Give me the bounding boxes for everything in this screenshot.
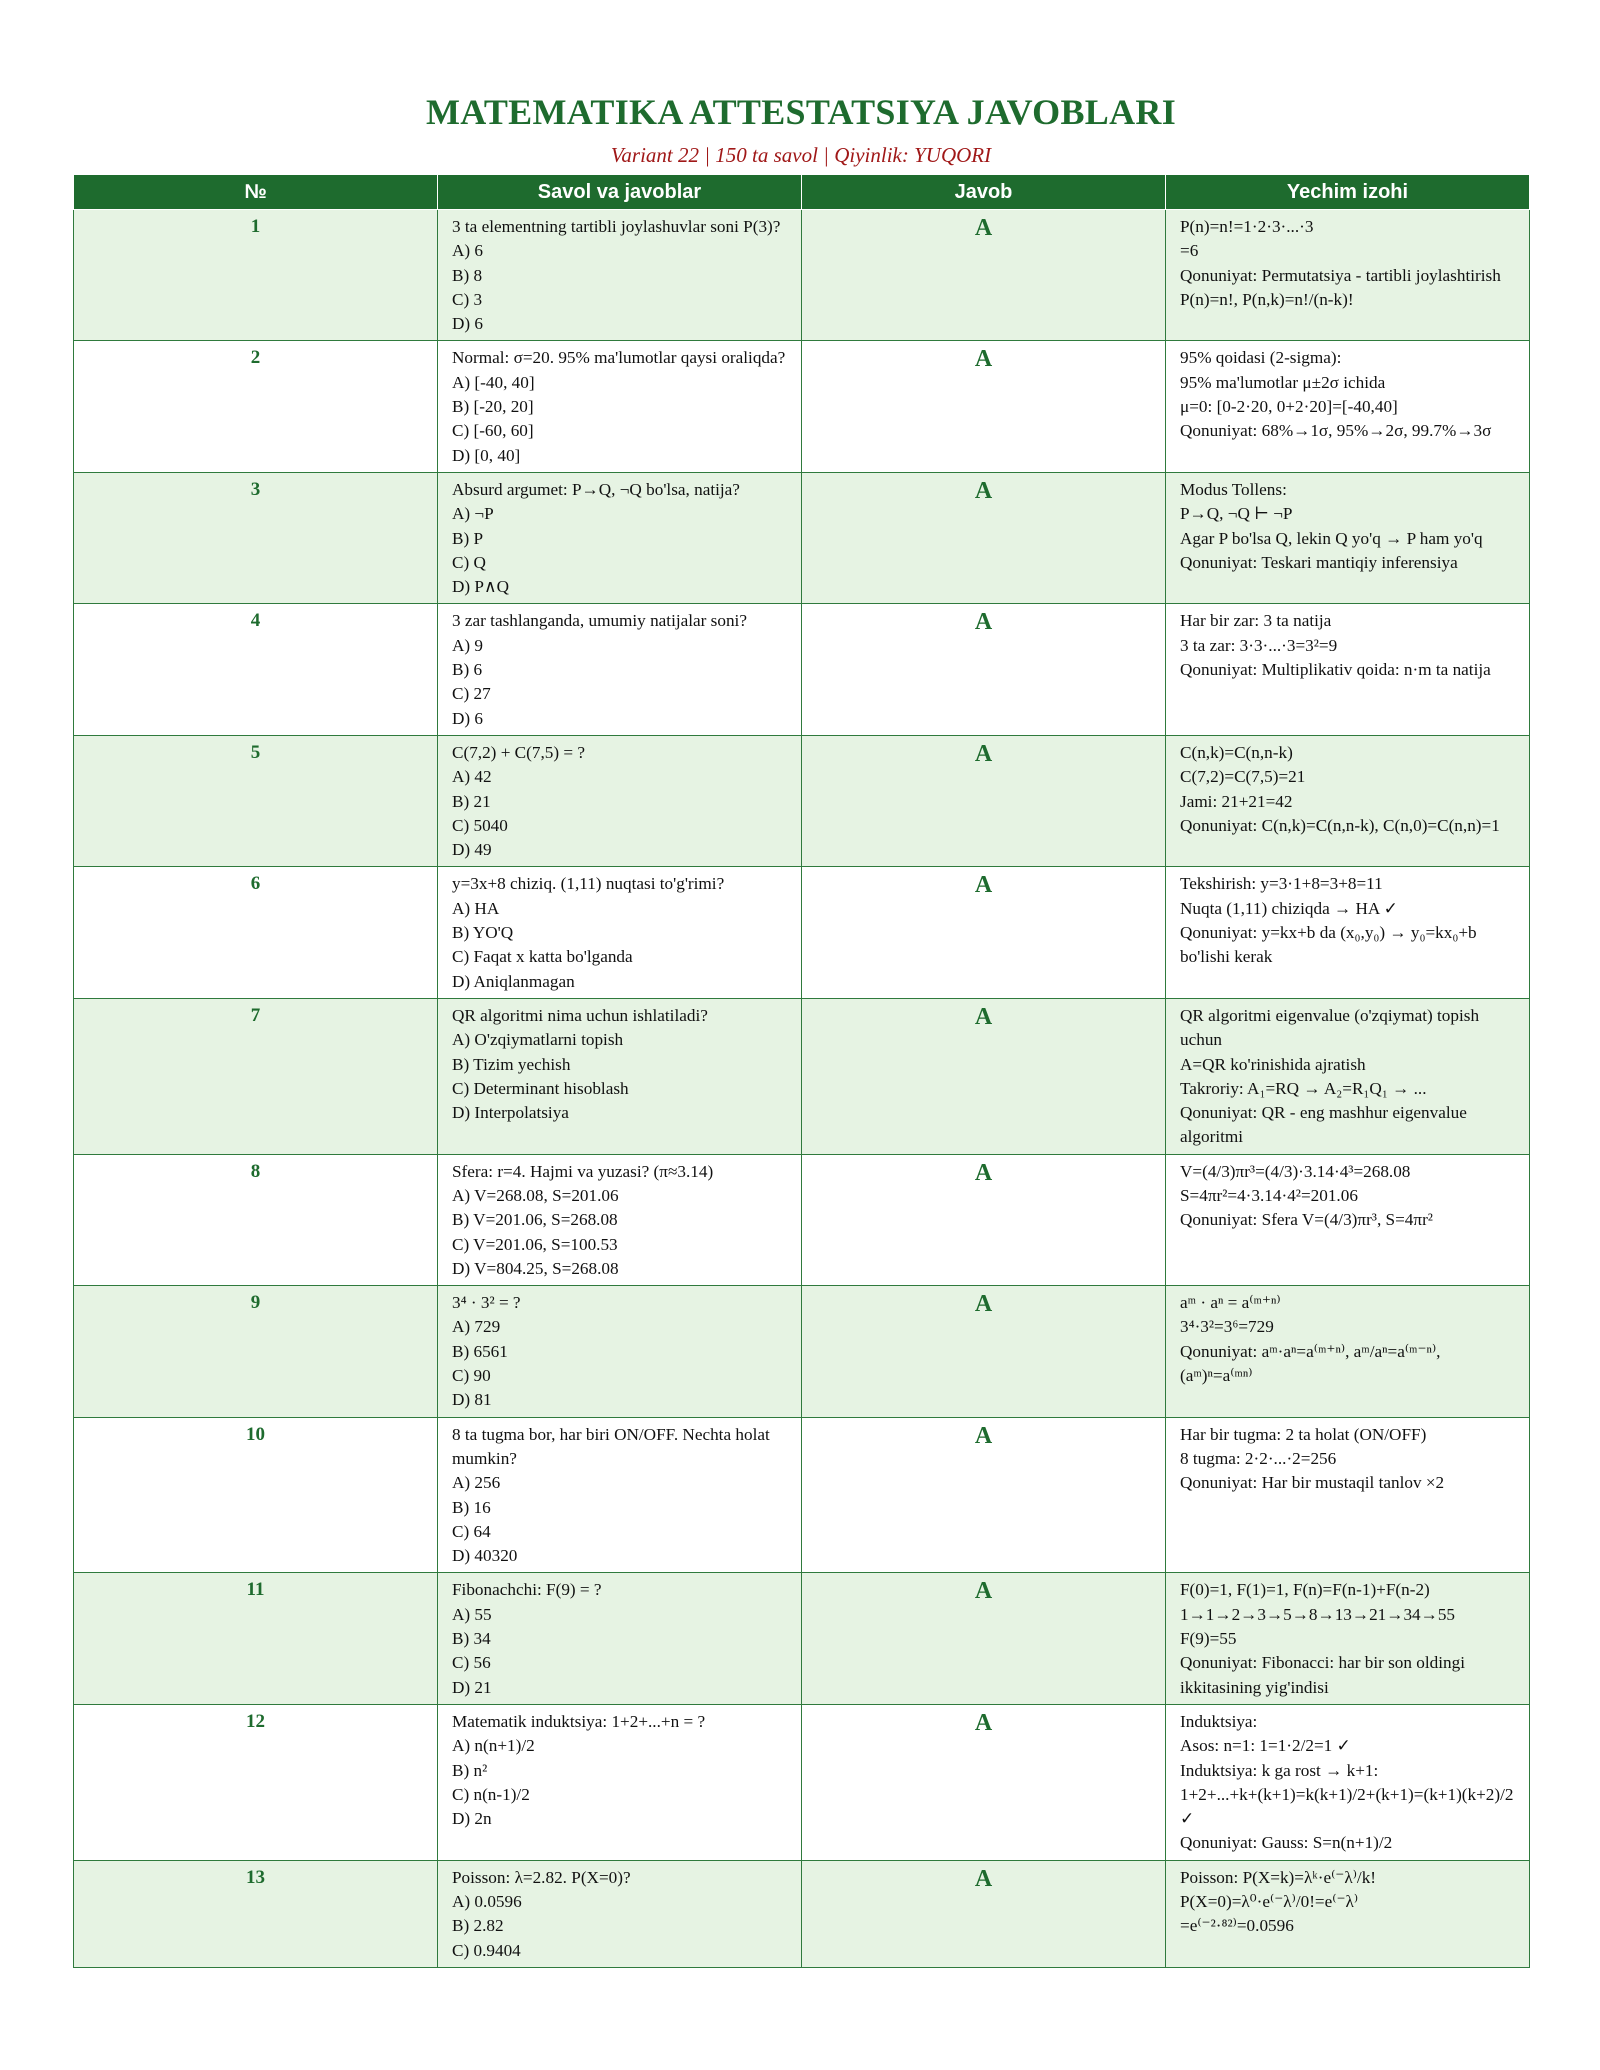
answer-option: C) [-60, 60] xyxy=(452,421,534,441)
question-text: Matematik induktsiya: 1+2+...+n = ? xyxy=(452,1711,706,1731)
question-cell xyxy=(438,867,802,998)
page-subtitle: Variant 22 | 150 ta savol | Qiyinlik: YUQORI xyxy=(610,143,992,167)
column-header-number: № xyxy=(74,175,438,210)
table-body xyxy=(74,210,1530,1968)
question-text: Sfera: r=4. Hajmi va yuzasi? (π≈3.14) xyxy=(452,1161,714,1181)
question-number: 1 xyxy=(74,210,438,341)
answer-option: D) Aniqlanmagan xyxy=(452,971,575,991)
question-text: QR algoritmi nima uchun ishlatiladi? xyxy=(452,1005,708,1025)
document-page xyxy=(73,84,1529,1968)
question-number: 2 xyxy=(74,341,438,472)
explanation-line: Asos: n=1: 1=1·2/2=1 ✓ xyxy=(1180,1736,1351,1756)
table-row xyxy=(74,1286,1530,1417)
explanation-cell xyxy=(1166,1154,1530,1285)
answer-option: A) ¬P xyxy=(452,504,494,524)
answer-option: B) n² xyxy=(452,1760,488,1780)
explanation-cell xyxy=(1166,210,1530,341)
answer-option: D) 6 xyxy=(452,708,484,728)
column-header-question: Savol va javoblar xyxy=(438,175,802,210)
explanation-line: Qonuniyat: 68%→1σ, 95%→2σ, 99.7%→3σ xyxy=(1180,421,1492,441)
correct-answer: A xyxy=(802,1704,1166,1860)
explanation-line: Qonuniyat: Teskari mantiqiy inferensiya xyxy=(1180,552,1458,572)
answer-option: D) P∧Q xyxy=(452,577,509,597)
explanation-line: Qonuniyat: y=kx+b da (x₀,y₀) → y₀=kx₀+b bo'lishi kerak xyxy=(1180,923,1477,967)
explanation-cell xyxy=(1166,1860,1530,1967)
explanation-cell xyxy=(1166,1417,1530,1573)
explanation-line: F(9)=55 xyxy=(1180,1629,1237,1649)
explanation-line: A=QR ko'rinishida ajratish xyxy=(1180,1054,1366,1074)
answer-option: A) 42 xyxy=(452,767,492,787)
explanation-line: Qonuniyat: Fibonacci: har bir son oldingi ikkitasining yig'indisi xyxy=(1180,1653,1465,1697)
answer-option: A) 0.0596 xyxy=(452,1892,522,1911)
question-number: 13 xyxy=(74,1860,438,1967)
table-row xyxy=(74,210,1530,341)
explanation-line: Qonuniyat: Gauss: S=n(n+1)/2 xyxy=(1180,1833,1393,1853)
explanation-line: Qonuniyat: Multiplikativ qoida: n·m ta natija xyxy=(1180,660,1491,680)
explanation-cell xyxy=(1166,735,1530,866)
explanation-line: 3⁴·3²=3⁶=729 xyxy=(1180,1317,1274,1337)
explanation-line: 95% qoidasi (2-sigma): xyxy=(1180,348,1342,368)
explanation-line: =e⁽⁻²·⁸²⁾=0.0596 xyxy=(1180,1916,1294,1936)
answer-option: A) 6 xyxy=(452,241,484,261)
correct-answer: A xyxy=(802,998,1166,1154)
explanation-line: Qonuniyat: aᵐ·aⁿ=a⁽ᵐ⁺ⁿ⁾, aᵐ/aⁿ=a⁽ᵐ⁻ⁿ⁾, (aᵐ)ⁿ=a⁽ᵐⁿ⁾ xyxy=(1180,1341,1441,1386)
explanation-line: C(7,2)=C(7,5)=21 xyxy=(1180,767,1306,787)
question-text: 8 ta tugma bor, har biri ON/OFF. Nechta holat mumkin? xyxy=(452,1424,770,1468)
question-number: 11 xyxy=(74,1573,438,1704)
answer-option: D) [0, 40] xyxy=(452,445,521,465)
question-text: Normal: σ=20. 95% ma'lumotlar qaysi oraliqda? xyxy=(452,348,786,368)
explanation-cell xyxy=(1166,998,1530,1154)
explanation-cell xyxy=(1166,604,1530,735)
question-number: 10 xyxy=(74,1417,438,1573)
answer-option: A) 256 xyxy=(452,1473,501,1493)
answer-option: B) P xyxy=(452,528,484,548)
explanation-line: V=(4/3)πr³=(4/3)·3.14·4³=268.08 xyxy=(1180,1161,1411,1181)
explanation-cell xyxy=(1166,867,1530,998)
correct-answer: A xyxy=(802,1573,1166,1704)
correct-answer: A xyxy=(802,735,1166,866)
answer-option: B) 16 xyxy=(452,1497,491,1517)
explanation-line: μ=0: [0-2·20, 0+2·20]=[-40,40] xyxy=(1180,397,1398,417)
explanation-line: C(n,k)=C(n,n-k) xyxy=(1180,742,1293,762)
answer-option: D) Interpolatsiya xyxy=(452,1103,569,1123)
explanation-cell xyxy=(1166,472,1530,603)
question-cell xyxy=(438,341,802,472)
answer-option: A) [-40, 40] xyxy=(452,372,535,392)
correct-answer: A xyxy=(802,1860,1166,1967)
answer-option: C) 90 xyxy=(452,1366,491,1386)
correct-answer: A xyxy=(802,1154,1166,1285)
explanation-line: P(X=0)=λ⁰·e⁽⁻λ⁾/0!=e⁽⁻λ⁾ xyxy=(1180,1892,1359,1911)
answer-option: C) Faqat x katta bo'lganda xyxy=(452,947,633,967)
explanation-line: Induktsiya: k ga rost → k+1: xyxy=(1180,1760,1379,1780)
question-cell xyxy=(438,1860,802,1967)
explanation-line: P(n)=n!=1·2·3·...·3 xyxy=(1180,217,1314,236)
question-text: Poisson: λ=2.82. P(X=0)? xyxy=(452,1867,631,1887)
table-row xyxy=(74,867,1530,998)
table-row xyxy=(74,1860,1530,1967)
question-text: Absurd argumet: P→Q, ¬Q bo'lsa, natija? xyxy=(452,479,740,499)
explanation-line: S=4πr²=4·3.14·4²=201.06 xyxy=(1180,1185,1358,1205)
column-header-answer: Javob xyxy=(802,175,1166,210)
question-text: C(7,2) + C(7,5) = ? xyxy=(452,742,585,762)
question-cell xyxy=(438,1573,802,1704)
answer-option: B) 6561 xyxy=(452,1341,508,1361)
explanation-line: Modus Tollens: xyxy=(1180,479,1287,499)
answer-option: B) 8 xyxy=(452,265,483,285)
question-number: 7 xyxy=(74,998,438,1154)
question-number: 6 xyxy=(74,867,438,998)
answer-option: A) HA xyxy=(452,898,500,918)
answer-option: C) n(n-1)/2 xyxy=(452,1784,530,1804)
table-row xyxy=(74,1573,1530,1704)
table-row xyxy=(74,341,1530,472)
answer-option: B) YO'Q xyxy=(452,923,514,943)
explanation-line: Har bir zar: 3 ta natija xyxy=(1180,611,1332,631)
question-number: 12 xyxy=(74,1704,438,1860)
explanation-line: P(n)=n!, P(n,k)=n!/(n-k)! xyxy=(1180,289,1354,309)
question-text: Fibonachchi: F(9) = ? xyxy=(452,1580,602,1600)
explanation-line: Poisson: P(X=k)=λᵏ·e⁽⁻λ⁾/k! xyxy=(1180,1867,1377,1887)
explanation-cell xyxy=(1166,341,1530,472)
correct-answer: A xyxy=(802,867,1166,998)
explanation-line: Induktsiya: xyxy=(1180,1711,1258,1731)
explanation-line: Qonuniyat: Permutatsiya - tartibli joylashtirish xyxy=(1180,265,1501,285)
table-row xyxy=(74,604,1530,735)
answer-option: C) Determinant hisoblash xyxy=(452,1078,629,1098)
table-row xyxy=(74,735,1530,866)
question-cell xyxy=(438,472,802,603)
question-number: 8 xyxy=(74,1154,438,1285)
explanation-line: 3 ta zar: 3·3·...·3=3²=9 xyxy=(1180,635,1338,655)
explanation-line: Qonuniyat: C(n,k)=C(n,n-k), C(n,0)=C(n,n)=1 xyxy=(1180,815,1500,835)
table-row xyxy=(74,998,1530,1154)
question-cell xyxy=(438,604,802,735)
explanation-line: Qonuniyat: Sfera V=(4/3)πr³, S=4πr² xyxy=(1180,1210,1433,1230)
explanation-line: Qonuniyat: QR - eng mashhur eigenvalue algoritmi xyxy=(1180,1103,1467,1147)
table-row xyxy=(74,472,1530,603)
answer-option: B) [-20, 20] xyxy=(452,397,534,417)
answer-option: A) 55 xyxy=(452,1604,492,1624)
answer-option: A) O'zqiymatlarni topish xyxy=(452,1030,624,1050)
answer-option: D) 2n xyxy=(452,1809,492,1829)
question-cell xyxy=(438,1704,802,1860)
question-text: y=3x+8 chiziq. (1,11) nuqtasi to'g'rimi? xyxy=(452,874,725,894)
explanation-line: Tekshirish: y=3·1+8=3+8=11 xyxy=(1180,874,1383,894)
answer-option: B) 21 xyxy=(452,791,491,811)
correct-answer: A xyxy=(802,1286,1166,1417)
explanation-line: 1+2+...+k+(k+1)=k(k+1)/2+(k+1)=(k+1)(k+2)/2 ✓ xyxy=(1180,1784,1514,1829)
correct-answer: A xyxy=(802,604,1166,735)
page-title: MATEMATIKA ATTESTATSIYA JAVOBLARI xyxy=(425,92,1177,132)
question-cell xyxy=(438,1154,802,1285)
question-cell xyxy=(438,1417,802,1573)
answer-option: C) 3 xyxy=(452,289,483,309)
question-text: 3 zar tashlanganda, umumiy natijalar soni? xyxy=(452,611,747,631)
answers-table xyxy=(73,174,1530,1968)
answer-option: B) Tizim yechish xyxy=(452,1054,571,1074)
explanation-line: 8 tugma: 2·2·...·2=256 xyxy=(1180,1448,1337,1468)
question-number: 9 xyxy=(74,1286,438,1417)
answer-option: C) V=201.06, S=100.53 xyxy=(452,1234,618,1254)
answer-option: B) V=201.06, S=268.08 xyxy=(452,1210,618,1230)
answer-option: B) 6 xyxy=(452,660,483,680)
question-cell xyxy=(438,998,802,1154)
question-cell xyxy=(438,210,802,341)
table-header xyxy=(74,175,1530,210)
answer-option: C) 64 xyxy=(452,1521,491,1541)
answer-option: B) 34 xyxy=(452,1629,491,1649)
table-row xyxy=(74,1417,1530,1573)
explanation-line: Nuqta (1,11) chiziqda → HA ✓ xyxy=(1180,898,1399,918)
explanation-line: Jami: 21+21=42 xyxy=(1180,791,1293,811)
answer-option: A) V=268.08, S=201.06 xyxy=(452,1185,619,1205)
answer-option: D) 40320 xyxy=(452,1546,518,1566)
explanation-line: Takroriy: A₁=RQ → A₂=R₁Q₁ → ... xyxy=(1180,1078,1427,1098)
explanation-line: Qonuniyat: Har bir mustaqil tanlov ×2 xyxy=(1180,1473,1445,1493)
answer-option: A) n(n+1)/2 xyxy=(452,1736,535,1756)
explanation-line: aᵐ · aⁿ = a⁽ᵐ⁺ⁿ⁾ xyxy=(1180,1293,1281,1313)
answer-option: C) Q xyxy=(452,552,486,572)
question-number: 3 xyxy=(74,472,438,603)
explanation-line: =6 xyxy=(1180,241,1199,261)
explanation-line: 95% ma'lumotlar μ±2σ ichida xyxy=(1180,372,1386,392)
explanation-line: 1→1→2→3→5→8→13→21→34→55 xyxy=(1180,1604,1455,1624)
question-number: 4 xyxy=(74,604,438,735)
answer-option: A) 9 xyxy=(452,635,484,655)
explanation-line: Har bir tugma: 2 ta holat (ON/OFF) xyxy=(1180,1424,1427,1444)
answer-option: D) 6 xyxy=(452,314,484,334)
explanation-line: QR algoritmi eigenvalue (o'zqiymat) topish uchun xyxy=(1180,1005,1480,1050)
answer-option: D) 21 xyxy=(452,1677,492,1697)
question-number: 5 xyxy=(74,735,438,866)
explanation-line: F(0)=1, F(1)=1, F(n)=F(n-1)+F(n-2) xyxy=(1180,1580,1430,1600)
answer-option: D) V=804.25, S=268.08 xyxy=(452,1258,619,1278)
column-header-explanation: Yechim izohi xyxy=(1166,175,1530,210)
question-text: 3⁴ · 3² = ? xyxy=(452,1293,521,1313)
explanation-cell xyxy=(1166,1573,1530,1704)
correct-answer: A xyxy=(802,1417,1166,1573)
question-cell xyxy=(438,1286,802,1417)
table-row xyxy=(74,1154,1530,1285)
table-row xyxy=(74,1704,1530,1860)
answer-option: D) 81 xyxy=(452,1390,492,1410)
answer-option: C) 5040 xyxy=(452,815,508,835)
answer-option: B) 2.82 xyxy=(452,1916,504,1936)
correct-answer: A xyxy=(802,472,1166,603)
answer-option: C) 56 xyxy=(452,1653,491,1673)
answer-option: C) 0.9404 xyxy=(452,1940,521,1960)
explanation-line: Agar P bo'lsa Q, lekin Q yo'q → P ham yo'q xyxy=(1180,528,1483,548)
correct-answer: A xyxy=(802,341,1166,472)
explanation-cell xyxy=(1166,1286,1530,1417)
explanation-cell xyxy=(1166,1704,1530,1860)
answer-option: A) 729 xyxy=(452,1317,501,1337)
question-cell xyxy=(438,735,802,866)
question-text: 3 ta elementning tartibli joylashuvlar soni P(3)? xyxy=(452,217,781,236)
explanation-line: P→Q, ¬Q ⊢ ¬P xyxy=(1180,504,1293,524)
correct-answer: A xyxy=(802,210,1166,341)
answer-option: C) 27 xyxy=(452,684,491,704)
answer-option: D) 49 xyxy=(452,840,492,860)
